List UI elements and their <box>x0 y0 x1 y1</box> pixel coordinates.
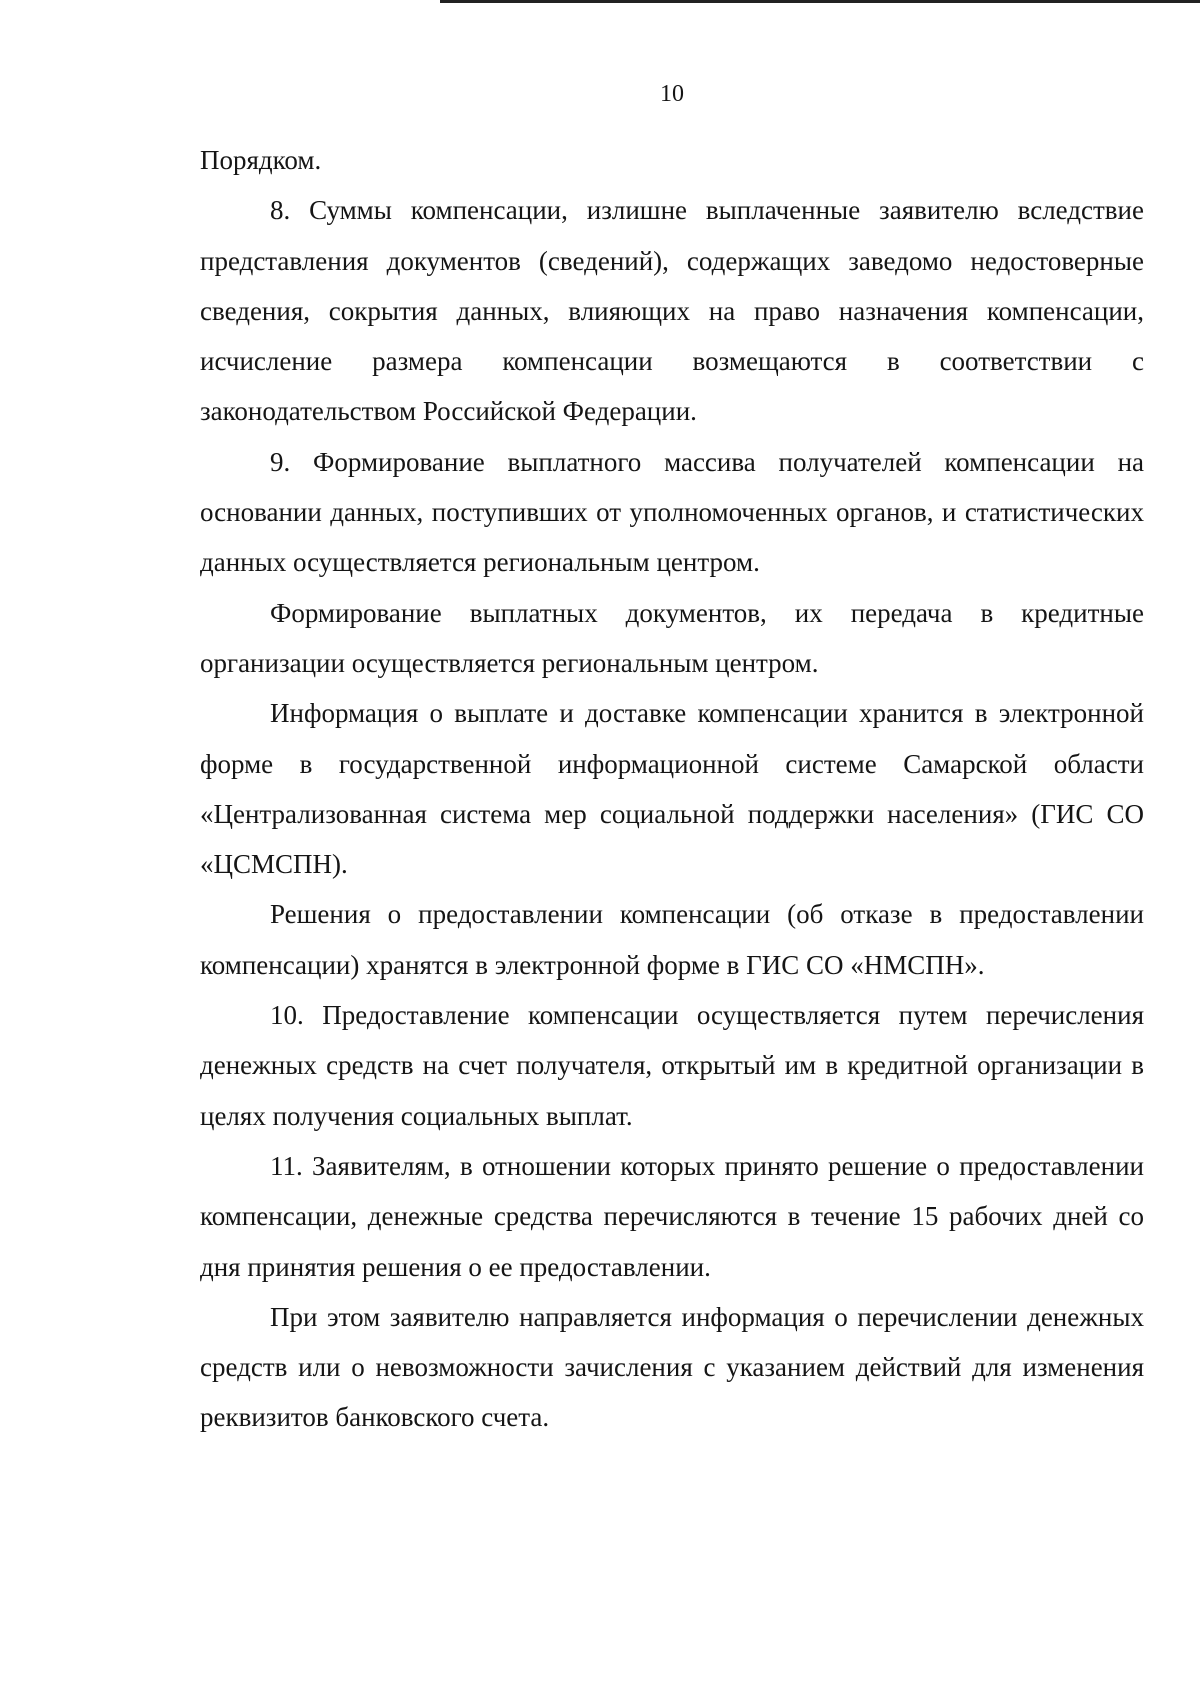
paragraph-item-8: 8. Суммы компенсации, излишне выплаченные заявителю вследствие представления документов (сведений), содержащих заведомо недостоверные сведения, сокрытия данных, влияющих на право назначения компенсации, исчисление размера компенсации возмещаются в соответствии с законодательством Российской Федерации. <box>200 195 1144 427</box>
scan-top-edge <box>440 0 1200 3</box>
paragraph-item-10: 10. Предоставление компенсации осуществляется путем перечисления денежных средств на счет получателя, открытый им в кредитной организации в целях получения социальных выплат. <box>200 1000 1144 1131</box>
paragraph-decisions-storage: Решения о предоставлении компенсации (об отказе в предоставлении компенсации) хранятся в электронной форме в ГИС СО «НМСПН». <box>200 899 1144 980</box>
paragraph-item-9: 9. Формирование выплатного массива получателей компенсации на основании данных, поступивших от уполномоченных органов, и статистических данных осуществляется региональным центром. <box>200 446 1144 578</box>
paragraph-item-11: 11. Заявителям, в отношении которых принято решение о предоставлении компенсации, денежные средства перечисляются в течение 15 рабочих дней со дня принятия решения о ее предоставлении. <box>200 1150 1144 1282</box>
paragraph-payment-documents: Формирование выплатных документов, их передача в кредитные организации осуществляется региональным центром. <box>200 597 1144 678</box>
paragraph-notification: При этом заявителю направляется информация о перечислении денежных средств или о невозможности зачисления с указанием действий для изменения реквизитов банковского счета. <box>200 1301 1144 1433</box>
paragraph-payment-information: Информация о выплате и доставке компенсации хранится в электронной форме в государственной информационной системе Самарской области «Централизованная система мер социальной поддержки населения» (ГИС СО «ЦСМСПН). <box>200 698 1144 880</box>
paragraph-continuation: Порядком. <box>200 145 322 175</box>
document-body <box>200 135 1144 1443</box>
page-number: 10 <box>660 81 684 107</box>
